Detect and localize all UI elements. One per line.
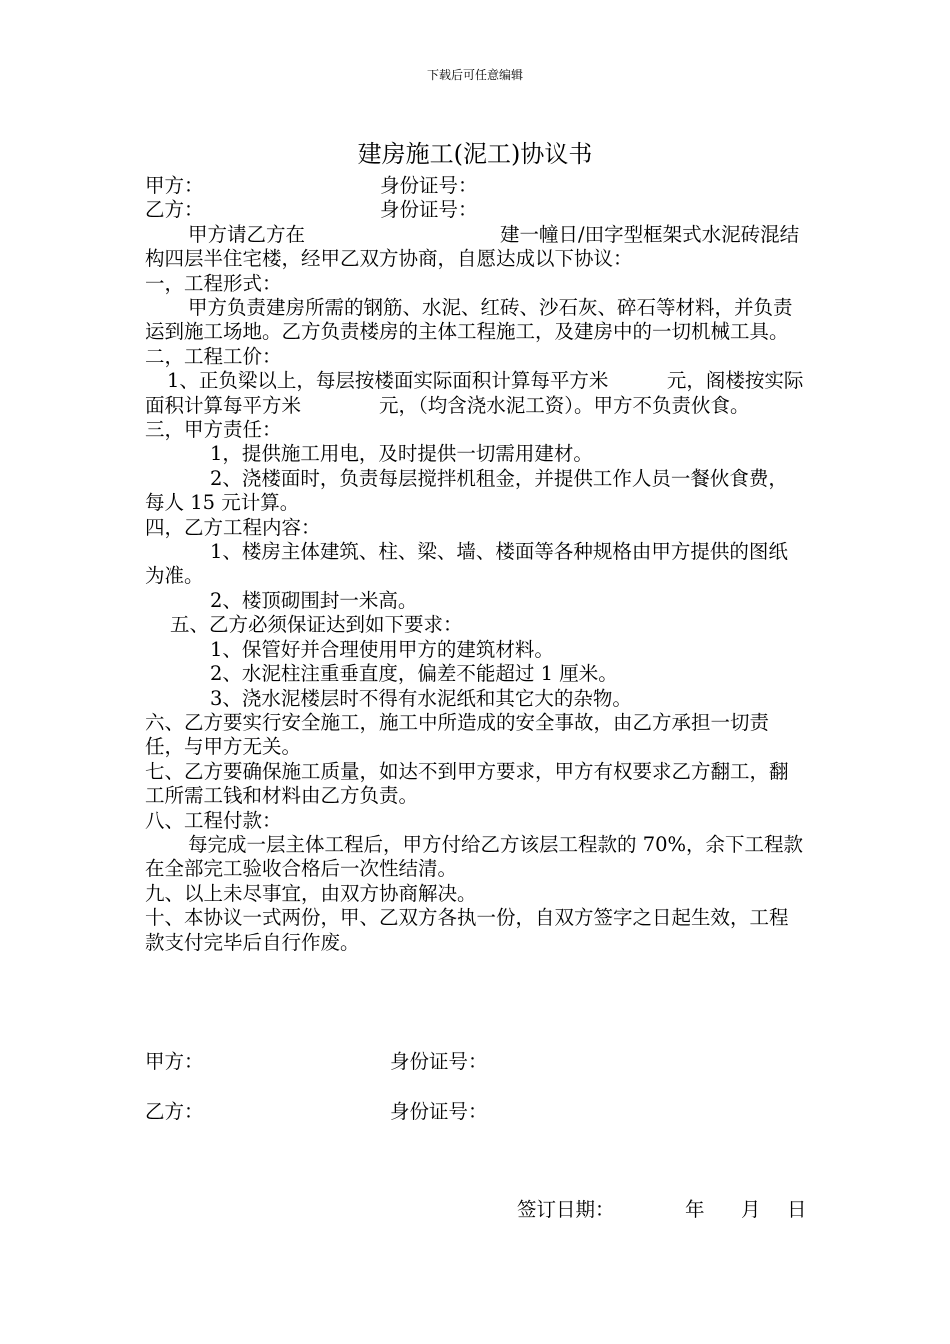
intro-paragraph: 甲方请乙方在 建一幢日/田字型框架式水泥砖混结构四层半住宅楼，经甲乙双方协商，自愿达成以下协议： [145, 222, 800, 271]
section-2-text: 1、正负梁以上，每层按楼面实际面积计算每平方米 元，阁楼按实际面积计算每平方米 元，（均含浇水泥工资）。甲方不负责伙食。 [145, 369, 804, 417]
signature-party-a-id: 身份证号： [390, 1050, 488, 1073]
section-4-item-1: 1、楼房主体建筑、柱、梁、墙、楼面等各种规格由甲方提供的图纸为准。 [145, 540, 788, 588]
section-4-item-2: 2、楼顶砌围封一米高。 [210, 588, 418, 612]
section-3-item-1: 1，提供施工用电，及时提供一切需用建材。 [210, 442, 593, 466]
section-3-heading: 三，甲方责任： [145, 418, 282, 442]
sign-date-day: 日 [787, 1198, 807, 1221]
section-1-text: 甲方负责建房所需的钢筋、水泥、红砖、沙石灰、碎石等材料，并负责运到施工场地。乙方负责楼房的主体工程施工，及建房中的一切机械工具。 [145, 296, 793, 344]
section-5-item-2: 2、水泥柱注重垂直度，偏差不能超过 1 厘米。 [210, 662, 618, 686]
section-1-heading: 一，工程形式： [145, 271, 282, 295]
section-8-text: 每完成一层主体工程后，甲方付给乙方该层工程款的 70%，余下工程款在全部完工验收合格后一次性结清。 [145, 832, 804, 881]
section-8-heading: 八、工程付款： [145, 808, 282, 832]
section-3-item-2: 2、浇楼面时，负责每层搅拌机租金，并提供工作人员一餐伙食费，每人 15 元计算。 [145, 466, 788, 515]
signature-party-a [145, 1046, 488, 1074]
party-a-line [145, 174, 807, 198]
signature-party-b [145, 1096, 488, 1124]
party-b-label: 乙方： [145, 198, 204, 222]
party-a-label: 甲方： [145, 174, 204, 197]
section-6: 六、乙方要实行安全施工，施工中所造成的安全事故，由乙方承担一切责任，与甲方无关。 [145, 710, 770, 759]
party-b-id-label: 身份证号： [380, 198, 478, 222]
section-5-heading: 五、乙方必须保证达到如下要求： [170, 613, 463, 637]
section-7: 七、乙方要确保施工质量，如达不到甲方要求，甲方有权要求乙方翻工，翻工所需工钱和材料由乙方负责。 [145, 759, 789, 808]
section-4-heading: 四，乙方工程内容： [145, 515, 321, 539]
document-body [145, 174, 807, 955]
header-note: 下载后可任意编辑 [426, 68, 523, 82]
signature-party-a-label: 甲方： [145, 1050, 204, 1073]
section-5-item-3: 3、浇水泥楼层时不得有水泥纸和其它大的杂物。 [210, 686, 632, 710]
sign-date-label: 签订日期： [517, 1198, 615, 1221]
party-a-id-label: 身份证号： [380, 174, 478, 197]
sign-date-month: 月 [741, 1198, 761, 1221]
section-9: 九、以上未尽事宜，由双方协商解决。 [145, 881, 477, 905]
signature-party-b-id: 身份证号： [390, 1100, 488, 1123]
signature-party-b-label: 乙方： [145, 1100, 204, 1123]
party-b-line [145, 198, 807, 222]
section-2-heading: 二，工程工价： [145, 344, 282, 368]
section-5-item-1: 1、保管好并合理使用甲方的建筑材料。 [210, 637, 554, 661]
document-title: 建房施工(泥工)协议书 [357, 140, 593, 168]
sign-date-year: 年 [685, 1198, 705, 1221]
section-10: 十、本协议一式两份，甲、乙双方各执一份，自双方签字之日起生效，工程款支付完毕后自行作废。 [145, 906, 789, 954]
sign-date [517, 1194, 807, 1222]
